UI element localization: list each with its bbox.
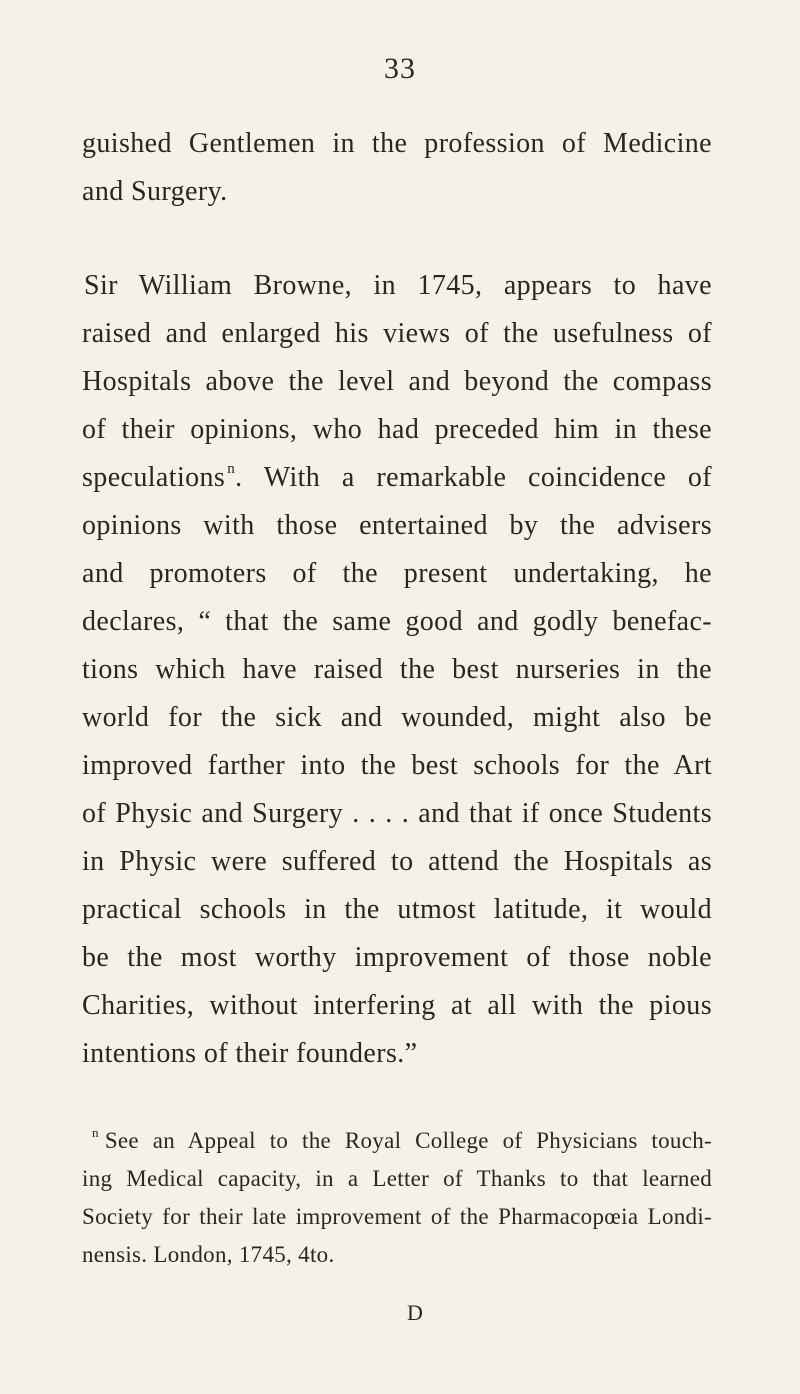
text-line-content: Sir William Browne, in 1745, appears to have <box>84 270 712 301</box>
text-line: declares, “ that the same good and godly benefac- <box>82 606 712 637</box>
text-line: be the most worthy improvement of those noble <box>82 942 712 973</box>
text-line: practical schools in the utmost latitude, it would <box>82 894 712 925</box>
footnote-reference-period: . <box>235 462 243 493</box>
text-line <box>82 262 712 310</box>
text-line: opinions with those entertained by the advisers <box>82 510 712 541</box>
text-line: Charities, without interfering at all with the pious <box>82 990 712 1021</box>
text-line: improved farther into the best schools for the Art <box>82 750 712 781</box>
text-line: and promoters of the present undertaking, he <box>82 558 712 589</box>
text-line-start: speculations <box>82 462 226 493</box>
text-line: world for the sick and wounded, might also be <box>82 702 712 733</box>
text-line <box>82 454 712 502</box>
footnote-marker: n <box>92 1125 99 1140</box>
text-line: and Surgery. <box>82 176 228 207</box>
footnote <box>82 1122 712 1274</box>
text-line: Hospitals above the level and beyond the compass <box>82 366 712 397</box>
footnote-line: nensis. London, 1745, 4to. <box>82 1242 335 1267</box>
page-number: 33 <box>384 52 416 85</box>
paragraph-continuation <box>82 120 712 216</box>
text-line-rest: With a remarkable coincidence of <box>263 462 712 493</box>
footnote-line-content: See an Appeal to the Royal College of Physicians touch- <box>104 1128 712 1153</box>
text-line: guished Gentlemen in the profession of Medicine <box>82 128 712 159</box>
footnote-line <box>82 1122 712 1160</box>
text-line: intentions of their founders.” <box>82 1038 418 1069</box>
footnote-line: ing Medical capacity, in a Letter of Thanks to that learned <box>82 1166 712 1191</box>
footnote-reference: n <box>227 461 236 477</box>
text-line: of Physic and Surgery . . . . and that if once Students <box>82 798 712 829</box>
text-line: of their opinions, who had preceded him in these <box>82 414 712 445</box>
paragraph-browne <box>82 262 712 1078</box>
signature-mark: D <box>407 1300 423 1325</box>
footnote-line: Society for their late improvement of the Pharmacopœia Londi- <box>82 1204 712 1229</box>
text-line: tions which have raised the best nurseries in the <box>82 654 712 685</box>
text-line: in Physic were suffered to attend the Hospitals as <box>82 846 712 877</box>
text-line: raised and enlarged his views of the usefulness of <box>82 318 712 349</box>
